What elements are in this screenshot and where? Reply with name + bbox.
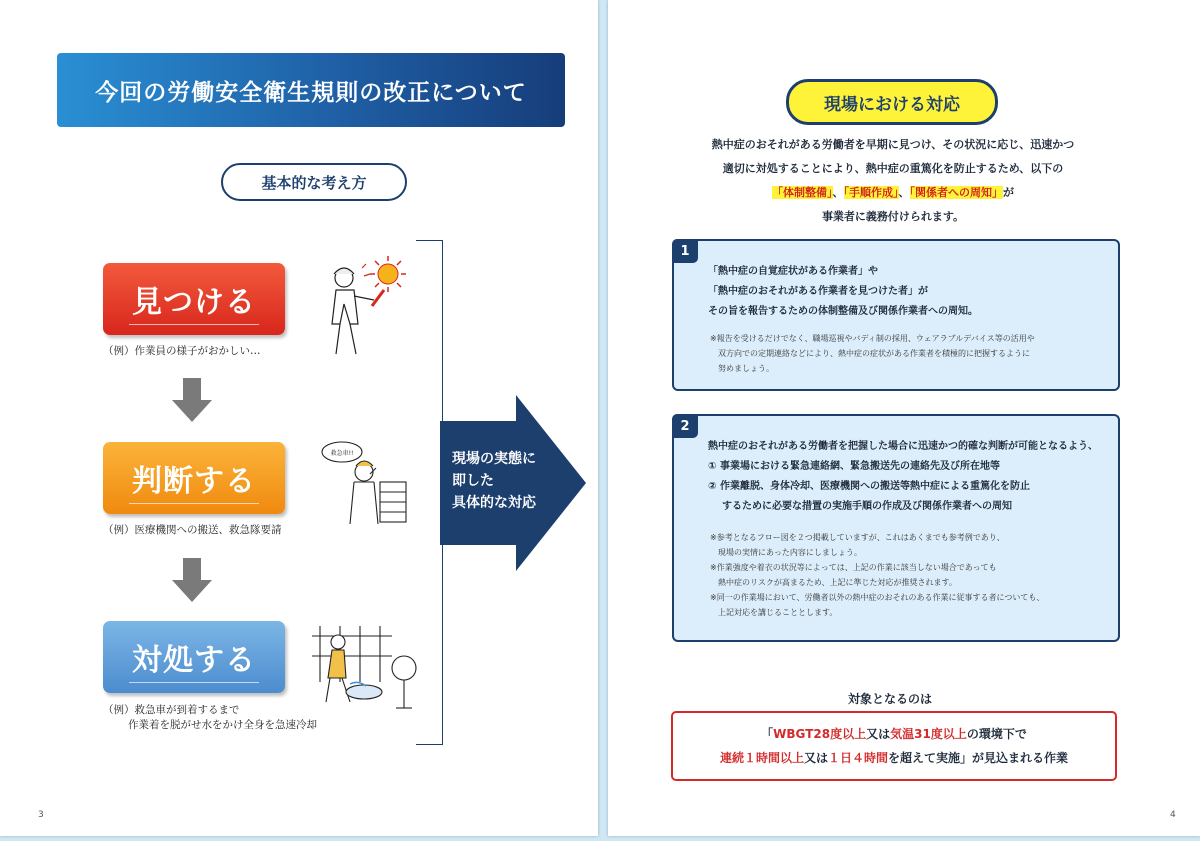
step-judge-example: （例）医療機関への搬送、救急隊要請 — [103, 524, 282, 536]
step-find-label: 見つける — [132, 285, 256, 320]
worker-heat-illustration — [322, 254, 412, 362]
speech-bubble-text: 救急車!! — [330, 450, 354, 457]
arrow-text-line2: 即した — [452, 473, 494, 489]
note-line: 努めましょう。 — [718, 364, 774, 373]
step-judge-label: 判断する — [132, 464, 256, 499]
card1-text — [708, 262, 978, 322]
card2-line: ① 事業場における緊急連絡網、緊急搬送先の連絡先及び所在地等 — [708, 461, 1000, 472]
page-number-left: 3 — [38, 810, 44, 820]
target-env: の環境下で — [966, 727, 1027, 741]
note-line: 双方向での定期連絡などにより、熱中症の症状がある作業者を積極的に把握するように — [718, 349, 1030, 358]
highlight-procedure: 「手順作成」 — [843, 186, 899, 199]
step-treat-label: 対処する — [132, 643, 256, 678]
left-page — [0, 0, 598, 836]
arrow-text — [452, 448, 572, 514]
down-arrow-icon — [172, 378, 212, 422]
card1-line: 「熱中症のおそれがある作業者を見つけた者」が — [708, 286, 928, 297]
card2-text — [708, 437, 1098, 517]
note-line: 熱中症のリスクが高まるため、上記に準じた対応が推奨されます。 — [718, 578, 957, 587]
card2-line: ② 作業離脱、身体冷却、医療機関への搬送等熱中症による重篤化を防止 — [708, 481, 1030, 492]
note-line: ※同一の作業場において、労働者以外の熱中症のおそれのある作業に従事する者についても、 — [710, 593, 1045, 602]
daily-hours-condition: １日４時間 — [828, 751, 889, 765]
note-line: 現場の実情にあった内容にしましょう。 — [718, 548, 862, 557]
card1-note — [710, 331, 1035, 376]
target-line2 — [673, 749, 1115, 766]
page-number-right: 4 — [1170, 810, 1176, 820]
target-tail: を超えて実施」が見込まれる作業 — [888, 751, 1069, 765]
intro-line4: 事業者に義務付けられます。 — [821, 210, 965, 223]
target-line1 — [673, 725, 1115, 742]
intro-sep: 、 — [832, 186, 844, 199]
continuous-hour-condition: 連続１時間以上 — [719, 751, 804, 765]
highlight-system: 「体制整備」 — [772, 186, 833, 199]
card2-line: 熱中症のおそれがある労働者を把握した場合に迅速かつ的確な判断が可能となるよう、 — [708, 441, 1098, 452]
step-underline — [129, 503, 259, 504]
arrow-text-line3: 具体的な対応 — [452, 495, 536, 511]
step-judge-box — [103, 442, 285, 514]
step-underline — [129, 682, 259, 683]
intro-sep: 、 — [898, 186, 910, 199]
card2-notes — [710, 530, 1044, 620]
target-conditions-box — [671, 711, 1117, 781]
requirement-card-2 — [672, 414, 1120, 642]
sun-icon — [370, 256, 406, 292]
requirement-card-1 — [672, 239, 1120, 391]
card2-line: するために必要な措置の実施手順の作成及び関係作業者への周知 — [722, 501, 1012, 512]
wbgt-condition: WBGT28度以上 — [773, 727, 867, 741]
basic-concept-pill: 基本的な考え方 — [221, 163, 407, 201]
worker-calling-illustration — [316, 438, 416, 528]
note-line: ※参考となるフロー図を２つ掲載していますが、これはあくまでも参考例であり、 — [710, 533, 1005, 542]
step-treat-box — [103, 621, 285, 693]
intro-text — [668, 133, 1118, 229]
target-or: 又は — [803, 751, 828, 765]
card-number: 2 — [672, 414, 698, 438]
intro-line3 — [668, 181, 1118, 205]
step-treat-example-line2: 作業着を脱がせ水をかけ全身を急速冷却 — [128, 719, 317, 731]
target-or: 又は — [866, 727, 891, 741]
steps-bracket — [416, 240, 443, 745]
card-number: 1 — [672, 239, 698, 263]
step-find-example: （例）作業員の様子がおかしい… — [103, 345, 261, 357]
bracket-open: 「 — [761, 727, 774, 741]
highlight-notice: 「関係者への周知」 — [909, 186, 1003, 199]
step-find-box — [103, 263, 285, 335]
card1-line: その旨を報告するための体制整備及び関係作業者への周知。 — [708, 306, 978, 317]
worker-cooling-illustration — [312, 622, 422, 714]
arrow-text-line1: 現場の実態に — [452, 451, 536, 467]
intro-line2: 適切に対処することにより、熱中症の重篤化を防止するため、以下の — [722, 162, 1064, 175]
step-underline — [129, 324, 259, 325]
card1-line: 「熱中症の自覚症状がある作業者」や — [708, 266, 878, 277]
onsite-response-pill: 現場における対応 — [786, 79, 998, 125]
step-treat-example: （例）救急車が到着するまで — [103, 704, 240, 716]
note-line: ※報告を受けるだけでなく、職場巡視やバディ制の採用、ウェアラブルデバイス等の活用や — [710, 334, 1035, 343]
temperature-condition: 気温31度以上 — [890, 727, 967, 741]
down-arrow-icon — [172, 558, 212, 602]
target-label: 対象となるのは — [847, 692, 932, 706]
note-line: 上記対応を講じることとします。 — [718, 608, 838, 617]
intro-tail: が — [1003, 186, 1014, 199]
intro-line1: 熱中症のおそれがある労働者を早期に見つけ、その状況に応じ、迅速かつ — [711, 138, 1075, 151]
page-title: 今回の労働安全衛生規則の改正について — [57, 53, 565, 127]
note-line: ※作業強度や着衣の状況等によっては、上記の作業に該当しない場合であっても — [710, 563, 997, 572]
